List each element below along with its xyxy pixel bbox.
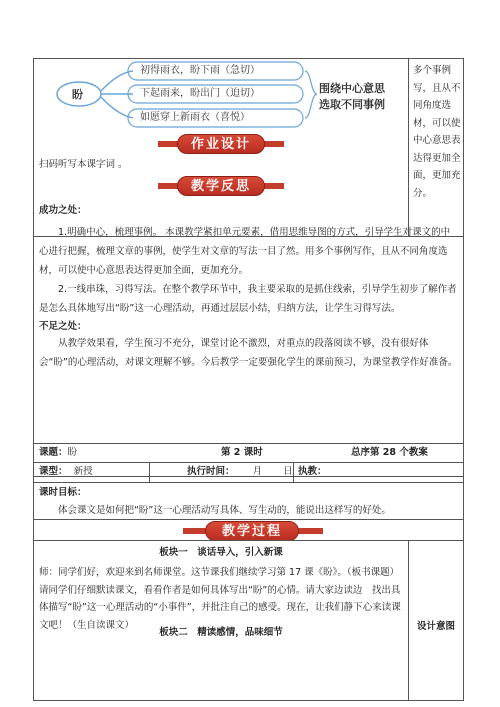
mindmap-branch-3: 如愿穿上新雨衣（喜悦） xyxy=(140,112,250,123)
section1-title: 板块一 谈话导入，引入新课 xyxy=(159,547,283,558)
goals-title: 课时目标： xyxy=(39,487,87,498)
homework-banner-wrap xyxy=(33,134,405,156)
deficit-title: 不足之处： xyxy=(39,320,87,332)
mindmap-branch-2: 下起雨来，盼出门（迫切） xyxy=(140,88,260,99)
section1-text: 师：同学们好，欢迎来到名师课堂。这节课我们继续学习第 17 课《盼》。（板书课题）请同学们仔细默读课文，看看作者是如何具体写出“盼”的心情。请大家边读边 找出具体描写“盼”这一心理活动的“小事件”，并批注自己的感受。现在，让我们静下心来读课文吧！（生自读课文） xyxy=(39,567,401,631)
mindmap-summary-1: 围绕中心意思 xyxy=(319,82,385,95)
process-banner: 教学过程 xyxy=(205,521,299,541)
exec-time: 执行时间： 月 日 xyxy=(187,466,293,477)
mindmap xyxy=(33,58,409,130)
homework-text: 扫码听写本课字词 。 xyxy=(39,159,128,170)
topic-label: 课题：盼 xyxy=(39,447,78,458)
section2-title: 板块二 精读感情，品味细节 xyxy=(159,627,283,638)
design-label: 设计意图 xyxy=(416,621,455,632)
success-p1: 1.明确中心，梳理事例。 本课教学紧扣单元要素，借用思维导图的方式，引导学生对课文的中心进行把握，梳理文章的事例，使学生对文章的写法一目了然。用多个事例写作，且从不同角度选材，可以使中心意思表达得更加全面，更加充分。 xyxy=(39,226,451,276)
reflection-banner: 教学反思 xyxy=(177,176,265,196)
mindmap-branch-1: 初得雨衣，盼下雨（急切） xyxy=(140,65,260,76)
session: 第 2 课时 xyxy=(221,447,263,458)
homework-banner: 作业设计 xyxy=(177,134,265,154)
mindmap-summary-2: 选取不同事例 xyxy=(319,98,385,111)
type-label: 课型： 新授 xyxy=(39,466,93,477)
reflection-banner-wrap xyxy=(33,176,405,198)
lesson-plan-page xyxy=(33,58,464,707)
success-title: 成功之处： xyxy=(39,205,87,216)
lesson-row-2-divider-a xyxy=(149,462,150,483)
success-p2: 2.一线串珠，习得写法。在整个教学环节中，我主要采取的是抓住线索，引导学生初步了解作者是怎么具体地写出“盼”这一心理活动，再通过层层小结，归纳方法，让学生习得写法。 xyxy=(39,283,457,314)
exec-by: 执教： xyxy=(298,466,327,477)
mindmap-center: 盼 xyxy=(72,88,83,101)
lesson-row-2-divider-b xyxy=(293,462,294,483)
total-index: 总序第 28 个教案 xyxy=(351,447,428,458)
deficit-p: 从教学效果看，学生预习不充分，课堂讨论不激烈，对重点的段落阅读不够，没有很好体会“盼”的心理活动，对课文理解不够。今后教学一定要强化学生的课前预习，为课堂教学作好准备。 xyxy=(39,338,458,369)
side-note-text: 多个事例写，且从不同角度选材，可以使中心意思表达得更加全面，更加充分。 xyxy=(413,65,461,199)
goals-text: 体会课文是如何把“盼”这一心理活动写具体、写生动的，能说出这样写的好处。 xyxy=(58,505,391,516)
reflection-body xyxy=(39,204,459,372)
